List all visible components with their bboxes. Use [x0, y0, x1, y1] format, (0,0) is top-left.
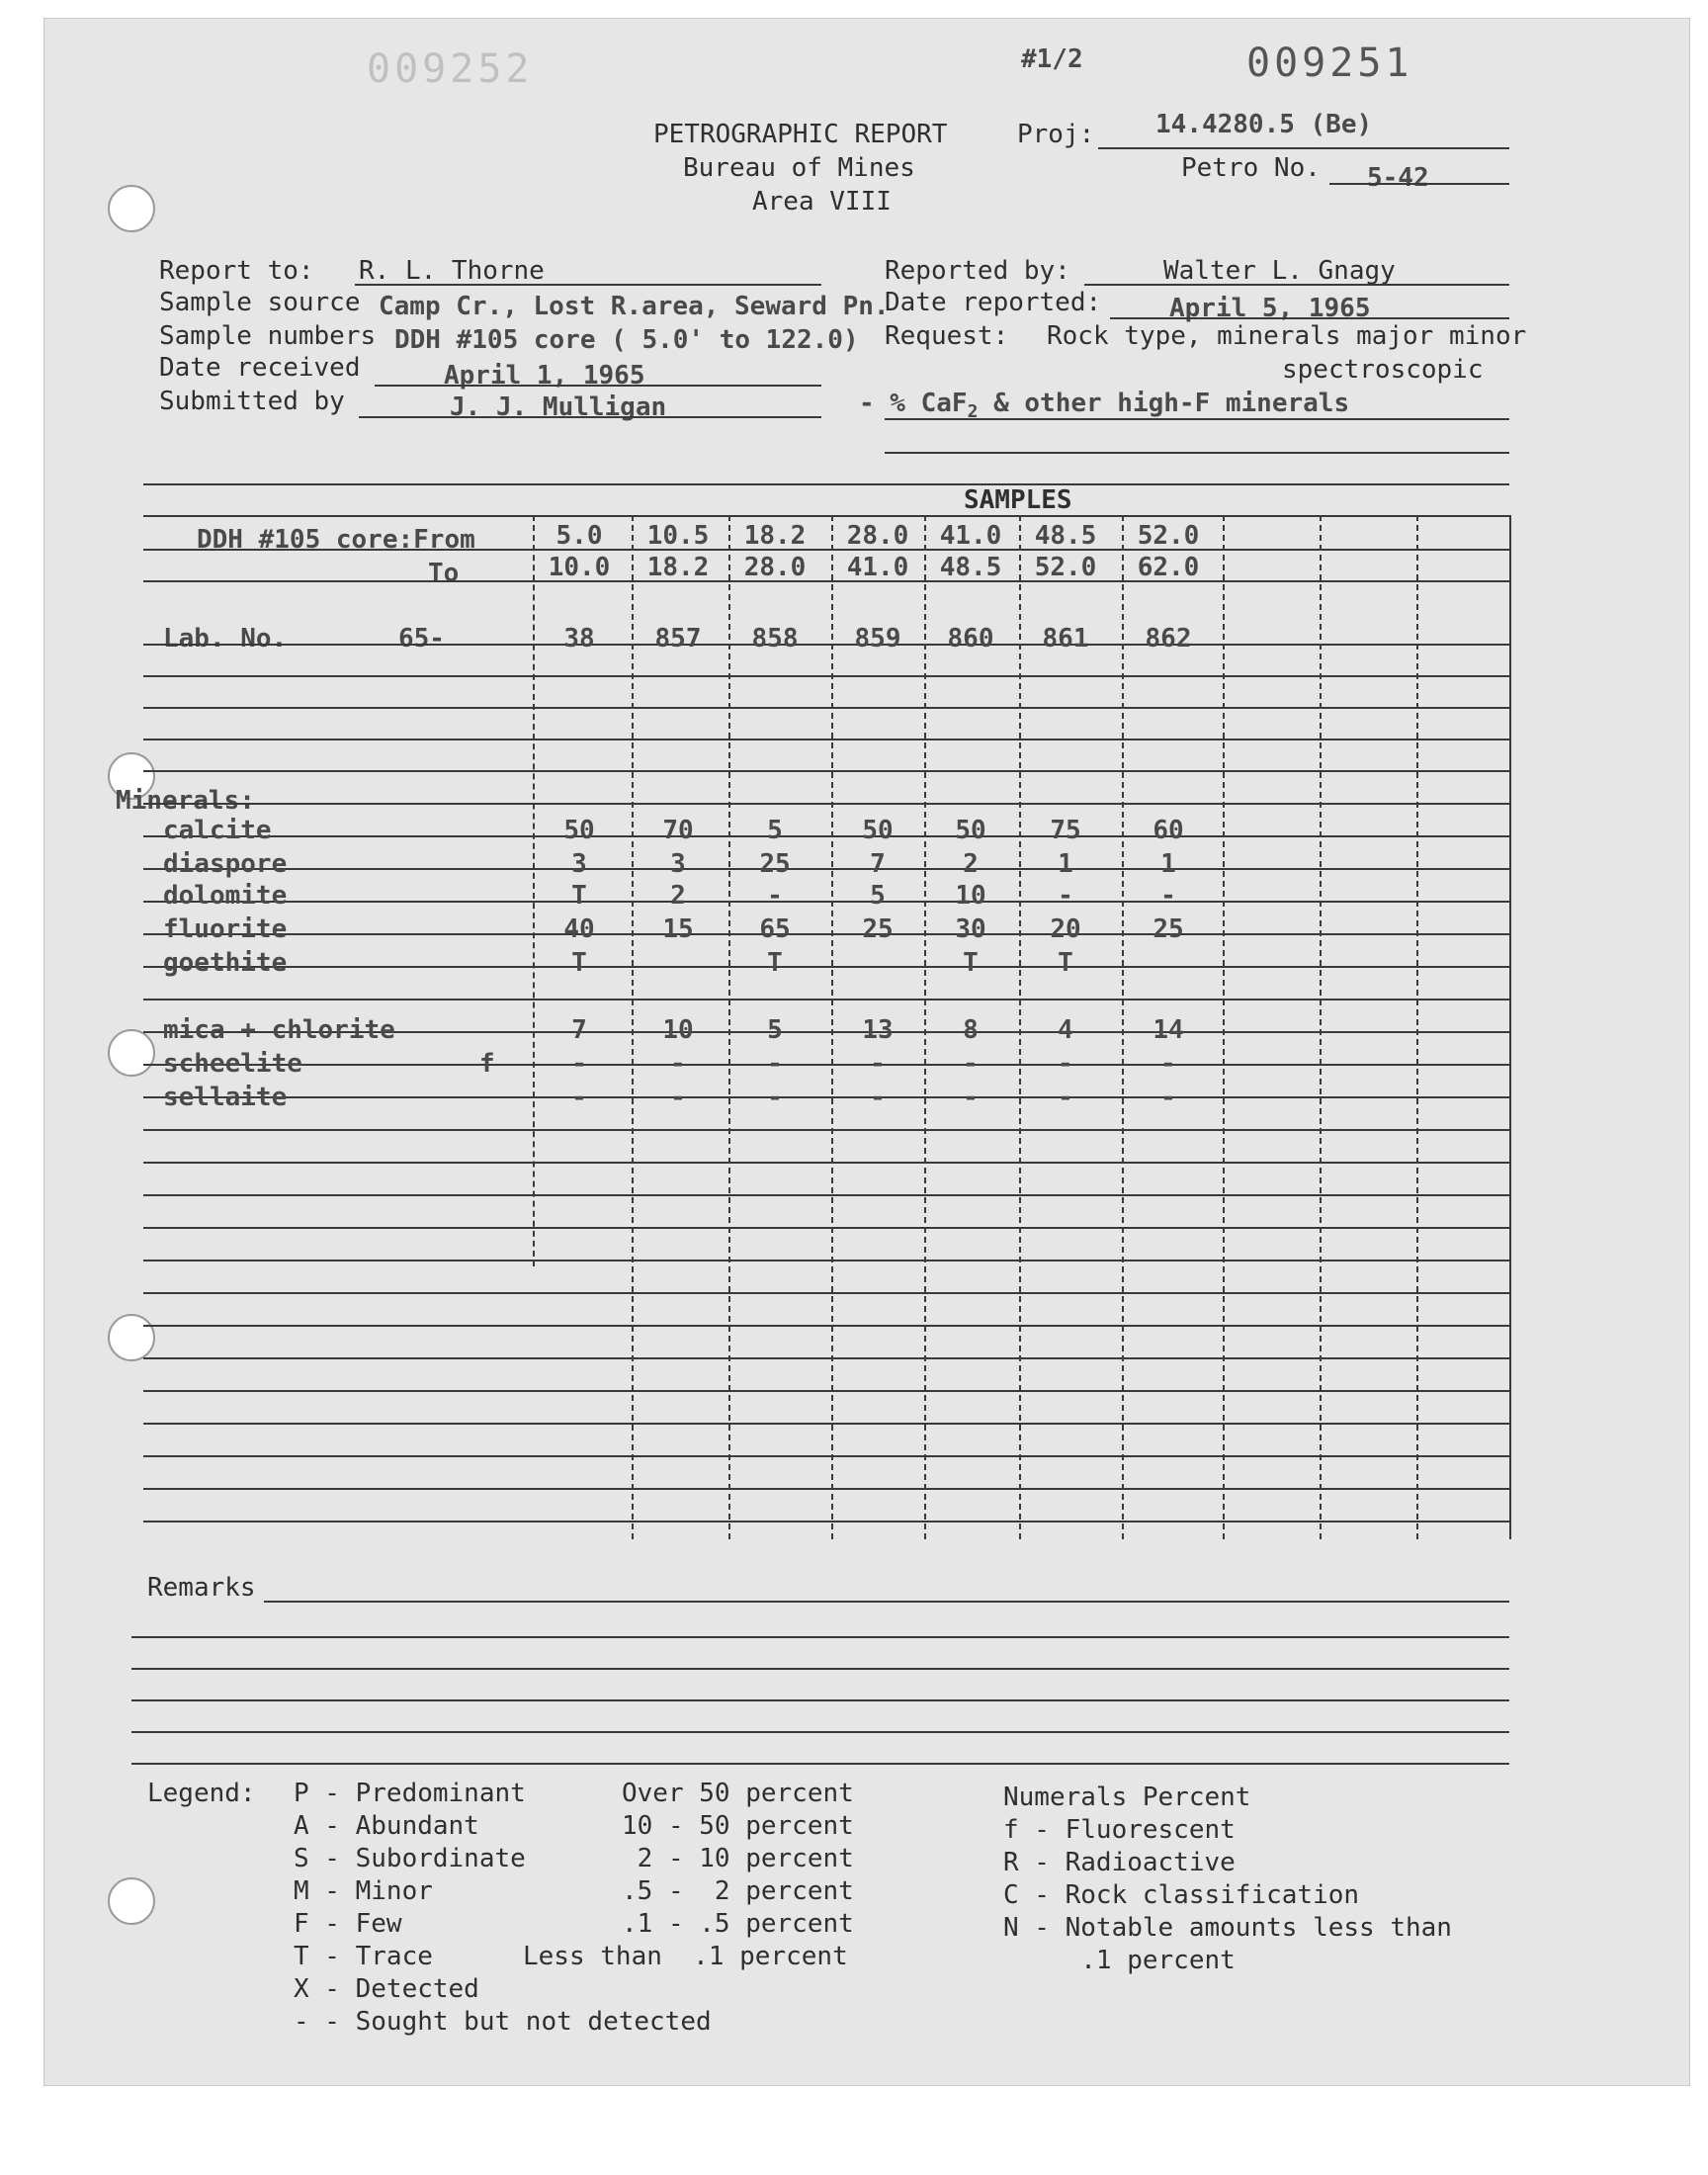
mineral-value-cell: -: [1058, 881, 1073, 911]
mineral-value-cell: T: [1058, 948, 1073, 978]
table-rule: [143, 1292, 1509, 1294]
legend-item: A - Abundant: [294, 1811, 479, 1841]
table-rule: [143, 515, 1509, 517]
legend-item: M - Minor: [294, 1876, 433, 1906]
table-column-rule: [1320, 515, 1322, 1539]
depth-to-cell: 52.0: [1034, 553, 1097, 582]
table-rule: [143, 933, 1509, 935]
date-reported-line: [1110, 317, 1509, 319]
depth-from-cell: 18.2: [743, 521, 807, 551]
legend-note: N - Notable amounts less than: [1003, 1913, 1452, 1943]
table-rule: [143, 483, 1509, 485]
mineral-value-cell: 5: [870, 881, 886, 911]
mineral-value-cell: 5: [767, 1015, 783, 1045]
legend-note: f - Fluorescent: [1003, 1815, 1236, 1845]
legend-note: C - Rock classification: [1003, 1880, 1360, 1910]
legend-note: Numerals Percent: [1003, 1783, 1251, 1812]
proj-value: 14.4280.5 (Be): [1155, 110, 1373, 139]
mineral-value-cell: -: [767, 881, 783, 911]
table-rule: [143, 1390, 1509, 1392]
table-rule: [143, 1129, 1509, 1131]
mineral-name: diaspore: [163, 849, 288, 879]
depth-from-cell: 28.0: [846, 521, 909, 551]
minerals-heading: Minerals:: [116, 786, 255, 816]
mineral-value-cell: 75: [1050, 816, 1081, 845]
legend-range: .5 - 2 percent: [622, 1876, 854, 1906]
mineral-name: sellaite: [163, 1083, 288, 1112]
lab-number-cell: 859: [854, 624, 901, 653]
mineral-name: scheelite: [163, 1049, 302, 1079]
remarks-label: Remarks: [147, 1573, 256, 1603]
report-to-value: R. L. Thorne: [359, 256, 545, 286]
report-sheet: [43, 18, 1690, 2086]
mineral-value-cell: 8: [963, 1015, 979, 1045]
mineral-value-cell: -: [963, 1049, 979, 1079]
request-line-3-rule: [885, 418, 1509, 420]
remarks-line: [131, 1731, 1509, 1733]
depth-to-label: To: [428, 559, 460, 588]
mineral-value-cell: 20: [1050, 914, 1081, 944]
table-rule: [143, 770, 1509, 772]
report-to-label: Report to:: [159, 256, 314, 286]
table-rule: [143, 739, 1509, 740]
table-rule: [143, 1357, 1509, 1359]
remarks-line: [131, 1636, 1509, 1638]
legend-item: T - Trace: [294, 1942, 433, 1971]
submitted-by-value: J. J. Mulligan: [450, 392, 667, 422]
table-rule: [143, 1423, 1509, 1425]
mineral-value-cell: -: [1160, 1049, 1176, 1079]
request-value: Rock type, minerals major minor: [1047, 321, 1527, 351]
depth-to-cell: 28.0: [743, 553, 807, 582]
mineral-value-cell: 13: [862, 1015, 894, 1045]
binder-hole: [108, 1877, 155, 1925]
table-rule: [143, 707, 1509, 709]
bleedthrough-number: 009252: [367, 46, 534, 92]
mineral-value-cell: -: [1058, 1049, 1073, 1079]
date-reported-label: Date reported:: [885, 288, 1102, 317]
legend-range: 10 - 50 percent: [622, 1811, 854, 1841]
depth-to-cell: 62.0: [1137, 553, 1200, 582]
lab-number-cell: 858: [751, 624, 799, 653]
table-rule: [143, 835, 1509, 837]
binder-hole: [108, 1314, 155, 1361]
depth-from-cell: 10.5: [646, 521, 710, 551]
table-rule: [143, 999, 1509, 1000]
mineral-value-cell: 25: [759, 849, 791, 879]
proj-label: Proj:: [1017, 120, 1095, 149]
mineral-value-cell: 50: [862, 816, 894, 845]
mineral-value-cell: T: [963, 948, 979, 978]
mineral-value-cell: 7: [571, 1015, 587, 1045]
mineral-value-cell: 3: [670, 849, 686, 879]
table-rule: [143, 1064, 1509, 1066]
page-mark: #1/2: [1021, 44, 1083, 74]
request-line-3-subscript: 2: [967, 401, 979, 423]
mineral-value-cell: -: [963, 1083, 979, 1112]
mineral-flag: f: [479, 1049, 495, 1079]
agency-name: Bureau of Mines: [683, 153, 915, 183]
date-reported-value: April 5, 1965: [1169, 294, 1371, 323]
mineral-value-cell: 14: [1153, 1015, 1184, 1045]
mineral-value-cell: -: [670, 1083, 686, 1112]
request-line-2: spectroscopic: [1282, 355, 1484, 385]
table-rule: [143, 1194, 1509, 1196]
mineral-value-cell: 15: [662, 914, 694, 944]
depth-to-cell: 41.0: [846, 553, 909, 582]
depth-to-cell: 10.0: [548, 553, 611, 582]
table-rule: [143, 1096, 1509, 1098]
mineral-value-cell: 2: [670, 881, 686, 911]
petro-value: 5-42: [1367, 163, 1429, 193]
legend-item: S - Subordinate: [294, 1844, 526, 1873]
remarks-line: [131, 1763, 1509, 1765]
legend-item: P - Predominant: [294, 1779, 526, 1808]
lab-number-cell: 857: [654, 624, 702, 653]
request-line-3: [859, 389, 1349, 427]
depth-from-label: DDH #105 core:From: [197, 525, 475, 555]
area-name: Area VIII: [752, 187, 892, 217]
table-rule: [143, 1455, 1509, 1457]
sample-numbers-value: DDH #105 core ( 5.0' to 122.0): [394, 325, 859, 355]
mineral-value-cell: -: [870, 1049, 886, 1079]
table-rule: [143, 1521, 1509, 1522]
mineral-value-cell: T: [767, 948, 783, 978]
sample-source-value: Camp Cr., Lost R.area, Seward Pn.: [379, 292, 890, 321]
depth-from-cell: 52.0: [1137, 521, 1200, 551]
request-extra-line: [885, 452, 1509, 454]
mineral-value-cell: -: [670, 1049, 686, 1079]
legend-item: F - Few: [294, 1909, 402, 1939]
table-column-rule: [1416, 515, 1418, 1539]
remarks-line: [264, 1601, 1509, 1603]
table-rule: [143, 1227, 1509, 1229]
mineral-value-cell: 2: [963, 849, 979, 879]
table-rule: [143, 1488, 1509, 1490]
table-rule: [143, 868, 1509, 870]
petro-label: Petro No.: [1181, 153, 1321, 183]
lab-number-cell: 860: [947, 624, 994, 653]
mineral-name: mica + chlorite: [163, 1015, 395, 1045]
submitted-by-line: [359, 416, 821, 418]
table-rule: [143, 675, 1509, 677]
mineral-value-cell: -: [1160, 1083, 1176, 1112]
legend-item: - - Sought but not detected: [294, 2007, 712, 2037]
legend-note: R - Radioactive: [1003, 1848, 1236, 1877]
mineral-value-cell: 4: [1058, 1015, 1073, 1045]
mineral-value-cell: -: [571, 1049, 587, 1079]
binder-hole: [108, 1029, 155, 1077]
mineral-value-cell: -: [767, 1083, 783, 1112]
table-rule: [143, 1325, 1509, 1327]
petro-line: [1329, 183, 1509, 185]
mineral-value-cell: -: [870, 1083, 886, 1112]
mineral-value-cell: 30: [955, 914, 986, 944]
mineral-name: goethite: [163, 948, 288, 978]
table-column-rule: [1509, 515, 1511, 1539]
mineral-value-cell: -: [1058, 1083, 1073, 1112]
mineral-value-cell: 50: [563, 816, 595, 845]
samples-heading: SAMPLES: [964, 485, 1072, 515]
lab-number-prefix: 65-: [398, 624, 445, 653]
request-label: Request:: [885, 321, 1009, 351]
remarks-line: [131, 1699, 1509, 1701]
mineral-name: calcite: [163, 816, 272, 845]
legend-range: .1 - .5 percent: [622, 1909, 854, 1939]
legend-label: Legend:: [147, 1779, 256, 1808]
mineral-value-cell: 40: [563, 914, 595, 944]
document-number: 009251: [1246, 41, 1413, 86]
table-rule: [143, 549, 1509, 551]
mineral-value-cell: -: [767, 1049, 783, 1079]
mineral-value-cell: 1: [1160, 849, 1176, 879]
depth-from-cell: 5.0: [555, 521, 603, 551]
table-rule: [143, 1260, 1509, 1262]
remarks-line: [131, 1668, 1509, 1670]
lab-number-cell: 38: [563, 624, 595, 653]
mineral-name: fluorite: [163, 914, 288, 944]
date-received-value: April 1, 1965: [444, 361, 645, 391]
lab-number-label: Lab. No.: [163, 624, 288, 653]
mineral-value-cell: 25: [862, 914, 894, 944]
mineral-value-cell: 3: [571, 849, 587, 879]
mineral-value-cell: 1: [1058, 849, 1073, 879]
date-received-line: [375, 385, 821, 387]
mineral-value-cell: T: [571, 948, 587, 978]
reported-by-label: Reported by:: [885, 256, 1070, 286]
mineral-value-cell: 25: [1153, 914, 1184, 944]
legend-note: .1 percent: [1003, 1946, 1236, 1975]
table-rule: [143, 901, 1509, 903]
mineral-name: dolomite: [163, 881, 288, 911]
lab-number-cell: 862: [1145, 624, 1192, 653]
request-line-3-start: - % CaF: [859, 389, 968, 418]
mineral-value-cell: 5: [767, 816, 783, 845]
mineral-value-cell: 70: [662, 816, 694, 845]
table-column-rule: [1223, 515, 1225, 1539]
binder-hole: [108, 185, 155, 232]
legend-range: Less than .1 percent: [523, 1942, 848, 1971]
depth-to-cell: 18.2: [646, 553, 710, 582]
legend-range: Over 50 percent: [622, 1779, 854, 1808]
report-to-line: [355, 284, 821, 286]
reported-by-value: Walter L. Gnagy: [1163, 256, 1396, 286]
mineral-value-cell: -: [571, 1083, 587, 1112]
mineral-value-cell: 50: [955, 816, 986, 845]
report-title: PETROGRAPHIC REPORT: [653, 120, 948, 149]
date-received-label: Date received: [159, 353, 361, 383]
table-rule: [143, 1162, 1509, 1164]
table-rule: [143, 803, 1509, 805]
depth-from-cell: 41.0: [939, 521, 1002, 551]
submitted-by-label: Submitted by: [159, 387, 345, 416]
mineral-value-cell: T: [571, 881, 587, 911]
mineral-value-cell: -: [1160, 881, 1176, 911]
table-rule: [143, 644, 1509, 646]
mineral-value-cell: 60: [1153, 816, 1184, 845]
proj-line: [1098, 147, 1509, 149]
mineral-value-cell: 65: [759, 914, 791, 944]
mineral-value-cell: 10: [662, 1015, 694, 1045]
depth-from-cell: 48.5: [1034, 521, 1097, 551]
sample-numbers-label: Sample numbers: [159, 321, 377, 351]
table-rule: [143, 580, 1509, 582]
legend-range: 2 - 10 percent: [622, 1844, 854, 1873]
mineral-value-cell: 10: [955, 881, 986, 911]
request-line-3-end: & other high-F minerals: [978, 389, 1350, 418]
lab-number-cell: 861: [1042, 624, 1089, 653]
sample-source-label: Sample source: [159, 288, 361, 317]
reported-by-line: [1084, 284, 1509, 286]
table-rule: [143, 966, 1509, 968]
legend-item: X - Detected: [294, 1974, 479, 2004]
depth-to-cell: 48.5: [939, 553, 1002, 582]
mineral-value-cell: 7: [870, 849, 886, 879]
